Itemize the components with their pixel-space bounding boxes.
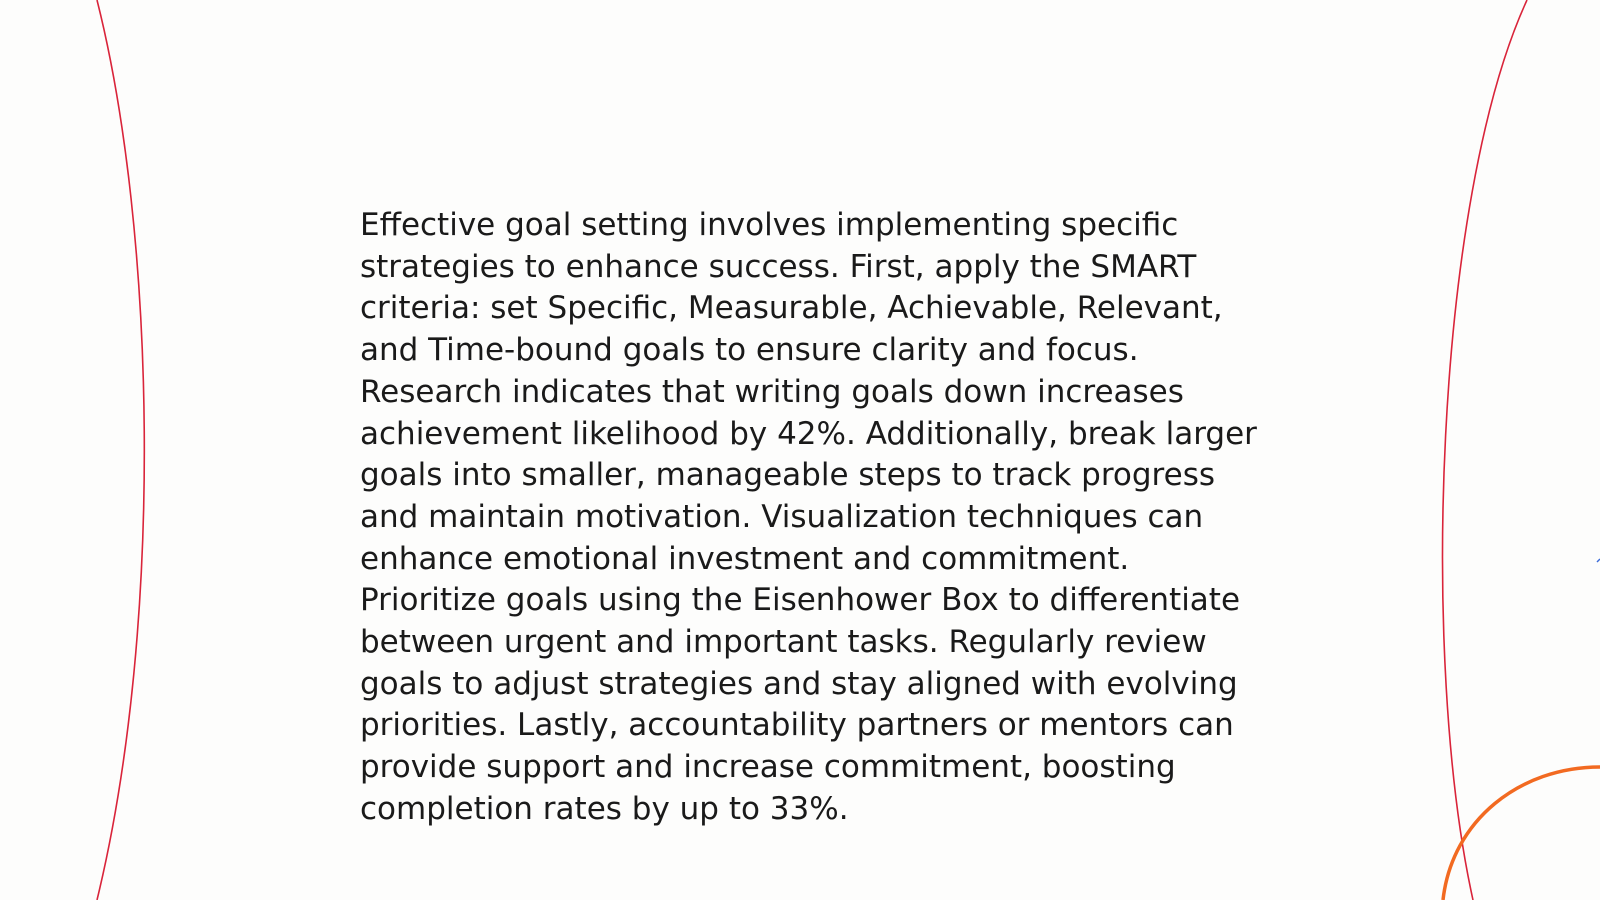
slide-body-text: Effective goal setting involves implementing specific strategies to enhance success. First, apply the SMART criteria: set Specific, Measurable, Achievable, Relevant, and Time-bound goals to ensure clarity and focus. Research indicates that writing goals down increases achievement likelihood by 42%. Additionally, break larger goals into smaller, manageable steps to track progress and maintain motivation. Visualization techniques can enhance emotional investment and commitment. Prioritize goals using the Eisenhower Box to differentiate between urgent and important tasks. Regularly review goals to adjust strategies and stay aligned with evolving priorities. Lastly, accountability partners or mentors can provide support and increase commitment, boosting completion rates by up to 33%. [360, 207, 1257, 827]
right-curve-line [1443, 0, 1527, 900]
corner-circle-arc [1443, 767, 1600, 900]
left-curve-line [97, 0, 144, 900]
